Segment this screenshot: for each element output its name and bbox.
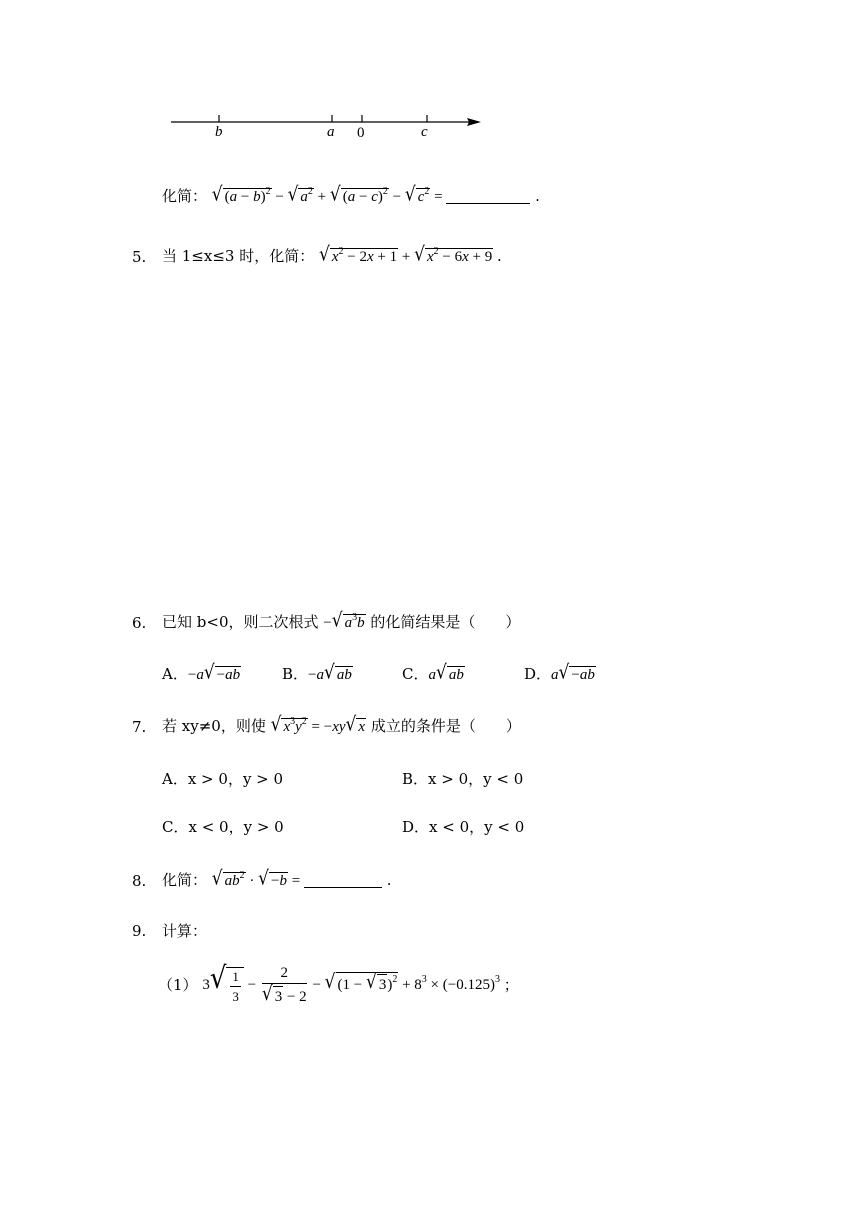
q6-option-c[interactable]: C．a√ ab bbox=[402, 661, 464, 685]
q6-text-before: 已知 b<0，则二次根式 bbox=[162, 613, 319, 631]
q9-sub1-label: （1） bbox=[158, 976, 198, 995]
q9-text: 计算： bbox=[162, 922, 208, 940]
q9-sub1-suffix: ； bbox=[503, 976, 519, 995]
q7-option-c[interactable]: C．x < 0，y > 0 bbox=[162, 818, 284, 836]
q4-suffix: . bbox=[535, 187, 540, 205]
q6-option-d-label: D． bbox=[524, 665, 552, 683]
q7-option-b[interactable]: B．x > 0，y < 0 bbox=[402, 770, 524, 788]
q8-suffix: . bbox=[386, 871, 392, 889]
q7-option-a[interactable]: A．x > 0，y > 0 bbox=[162, 770, 284, 788]
q8-expression: √ $ab^2$ · √ −b = bbox=[211, 867, 304, 891]
q4-answer-blank[interactable] bbox=[446, 189, 530, 204]
q4-prefix: 化简： bbox=[162, 187, 208, 205]
number-line-label-a: a bbox=[327, 124, 335, 140]
q6-text-after: 的化简结果是（ ） bbox=[370, 613, 521, 631]
q7-line bbox=[162, 713, 521, 737]
q6-option-c-label: C． bbox=[402, 665, 429, 683]
q6-option-d[interactable]: D．a√ −ab bbox=[524, 661, 595, 685]
number-line-label-c: c bbox=[421, 124, 428, 140]
q6-option-a[interactable]: A．−a√ −ab bbox=[162, 661, 241, 685]
q8-number: 8. bbox=[132, 872, 147, 890]
q6-number: 6. bbox=[132, 614, 147, 632]
q6-line bbox=[162, 609, 521, 633]
q6-option-b-label: B． bbox=[282, 665, 309, 683]
q4-expression: √ $(a - b)^2$ − √ $a^2$ + √ $(a - c)^2$ − √ $c^2$ = bbox=[211, 183, 447, 207]
q7-option-d[interactable]: D．x < 0，y < 0 bbox=[402, 818, 525, 836]
q5-expression: √ $x^2 - 2x + 1$ + √ $x^2 - 6x + 9$ bbox=[319, 243, 493, 267]
q8-answer-blank[interactable] bbox=[304, 873, 382, 888]
q6-option-b[interactable]: B．−a√ ab bbox=[282, 661, 352, 685]
q7-text-after: 成立的条件是（ ） bbox=[370, 717, 521, 735]
q5-suffix: . bbox=[496, 247, 502, 265]
q8-line bbox=[162, 867, 392, 891]
q4-simplify-line bbox=[162, 183, 540, 207]
number-line-label-zero: 0 bbox=[357, 125, 365, 141]
q7-expression: √ $x^3y^2 = -xy√$ x bbox=[270, 713, 366, 737]
q9-sub1-expression: 3√ $\frac{1}{3}$ − $\frac{2}{√ 3 - 2}$ − √ (1 − √ $3)^2 + 8^3 \times (-0.125)^3$ bbox=[202, 961, 500, 1006]
q8-prefix: 化简： bbox=[162, 871, 208, 889]
q6-option-a-label: A． bbox=[162, 665, 188, 683]
q7-number: 7. bbox=[132, 718, 147, 736]
q5-line bbox=[162, 243, 502, 267]
q6-expression: −√ $a^3b$ bbox=[323, 609, 365, 633]
q7-text-before: 若 xy≠0，则使 bbox=[162, 717, 266, 735]
q5-number: 5. bbox=[132, 248, 147, 266]
q9-number: 9. bbox=[132, 922, 147, 940]
q5-text: 当 1≤x≤3 时，化简： bbox=[162, 247, 315, 265]
q9-sub1-line bbox=[158, 961, 519, 1006]
number-line-label-b: b bbox=[215, 124, 223, 140]
